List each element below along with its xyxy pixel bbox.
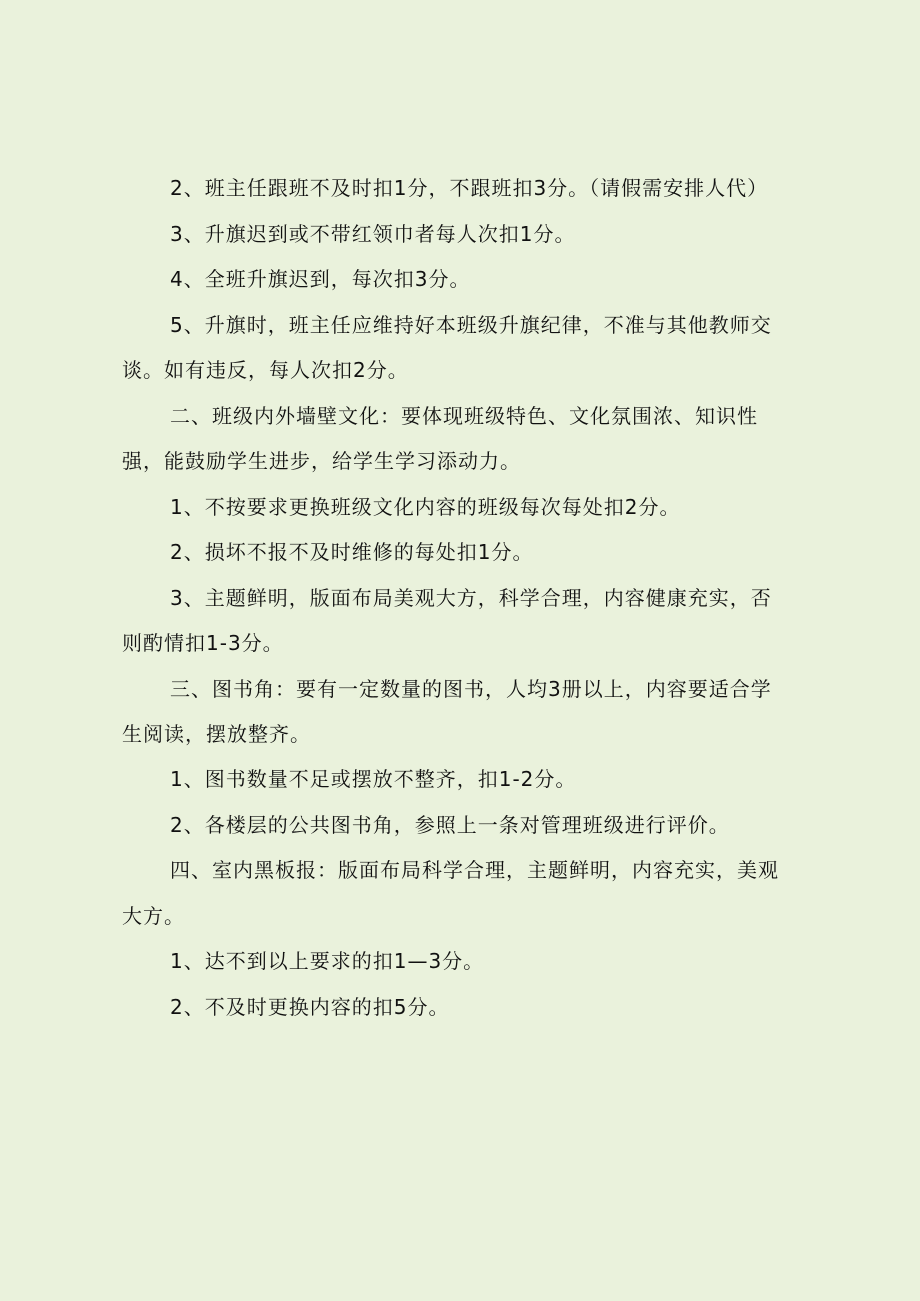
text-line: 强，能鼓励学生进步，给学生学习添动力。: [122, 449, 521, 473]
text-line: 3、主题鲜明，版面布局美观大方，科学合理，内容健康充实，否: [170, 586, 772, 610]
text-line: 三、图书角：要有一定数量的图书，人均3册以上，内容要适合学: [170, 677, 772, 701]
text-line: 5、升旗时，班主任应维持好本班级升旗纪律，不准与其他教师交: [170, 313, 772, 337]
text-line: 4、全班升旗迟到，每次扣3分。: [170, 267, 471, 291]
text-line: 3、升旗迟到或不带红领巾者每人次扣1分。: [170, 222, 576, 246]
text-line: 谈。如有违反，每人次扣2分。: [122, 358, 409, 382]
text-line: 生阅读，摆放整齐。: [122, 722, 311, 746]
text-line: 1、图书数量不足或摆放不整齐，扣1-2分。: [170, 767, 577, 791]
text-line: 1、不按要求更换班级文化内容的班级每次每处扣2分。: [170, 495, 681, 519]
text-line: 二、班级内外墙壁文化：要体现班级特色、文化氛围浓、知识性: [170, 404, 758, 428]
text-line: 1、达不到以上要求的扣1—3分。: [170, 949, 485, 973]
text-line: 大方。: [122, 904, 185, 928]
text-line: 则酌情扣1-3分。: [122, 631, 284, 655]
text-line: 2、各楼层的公共图书角，参照上一条对管理班级进行评价。: [170, 813, 730, 837]
text-line: 2、损坏不报不及时维修的每处扣1分。: [170, 540, 534, 564]
text-line: 2、班主任跟班不及时扣1分，不跟班扣3分。（请假需安排人代）: [170, 176, 769, 200]
text-line: 2、不及时更换内容的扣5分。: [170, 995, 450, 1019]
text-line: 四、室内黑板报：版面布局科学合理，主题鲜明，内容充实，美观: [170, 858, 779, 882]
